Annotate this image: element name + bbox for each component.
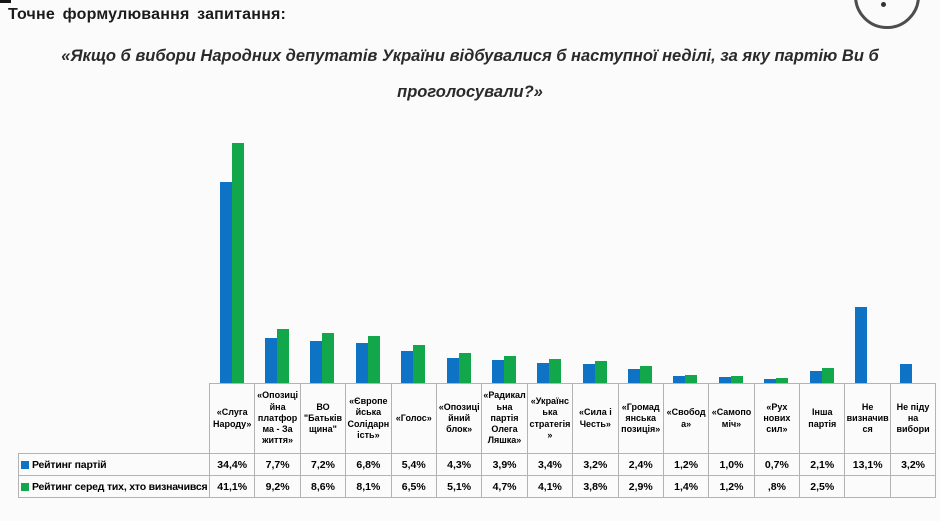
- bar-group: [754, 138, 799, 383]
- category-header: Інша партія: [800, 384, 845, 454]
- category-header: «Громадянська позиція»: [618, 384, 663, 454]
- value-cell: 41,1%: [210, 476, 255, 498]
- bar-green: [685, 375, 697, 383]
- bar-green: [322, 333, 334, 383]
- category-header: «Радикальна партія Олега Ляшка»: [482, 384, 527, 454]
- value-cell: [845, 476, 890, 498]
- value-cell: ,8%: [754, 476, 799, 498]
- bar-blue: [810, 371, 822, 383]
- legend-swatch-blue: [21, 461, 29, 469]
- value-cell: 4,1%: [527, 476, 572, 498]
- bar-green: [459, 353, 471, 383]
- category-header: «Голос»: [391, 384, 436, 454]
- value-cell: 2,4%: [618, 454, 663, 476]
- bar-blue: [583, 364, 595, 383]
- bar-group: [345, 138, 390, 383]
- bar-green: [413, 345, 425, 383]
- value-cell: 3,4%: [527, 454, 572, 476]
- bar-blue: [492, 360, 504, 383]
- bar-green: [504, 356, 516, 383]
- category-header: «Українська стратегія»: [527, 384, 572, 454]
- bar-group: [663, 138, 708, 383]
- value-cell: 8,1%: [346, 476, 391, 498]
- bar-blue: [537, 363, 549, 383]
- bar-group: [844, 138, 889, 383]
- bar-green: [595, 361, 607, 383]
- table-row: [19, 454, 936, 476]
- clock-icon: [854, 0, 920, 29]
- bar-blue: [356, 343, 368, 383]
- category-header: «Самопоміч»: [709, 384, 754, 454]
- category-header: Не визначився: [845, 384, 890, 454]
- category-header: Не піду на вибори: [890, 384, 935, 454]
- value-cell: 3,2%: [573, 454, 618, 476]
- legend-cell: Рейтинг партій: [19, 454, 210, 476]
- category-header: «Рух нових сил»: [754, 384, 799, 454]
- value-cell: 3,8%: [573, 476, 618, 498]
- bar-group: [481, 138, 526, 383]
- value-cell: 6,8%: [346, 454, 391, 476]
- value-cell: 1,4%: [663, 476, 708, 498]
- category-header: «Опозиційна платформа - За життя»: [255, 384, 300, 454]
- value-cell: 4,7%: [482, 476, 527, 498]
- value-cell: 5,4%: [391, 454, 436, 476]
- bar-group: [708, 138, 753, 383]
- legend-swatch-green: [21, 483, 29, 491]
- bar-green: [731, 376, 743, 383]
- category-header: «Європейська Солідарність»: [346, 384, 391, 454]
- value-cell: 34,4%: [210, 454, 255, 476]
- table-row: [19, 476, 936, 498]
- bar-chart: [209, 138, 935, 383]
- value-cell: 4,3%: [436, 454, 481, 476]
- bar-green: [549, 359, 561, 383]
- bar-group: [300, 138, 345, 383]
- bar-blue: [265, 338, 277, 383]
- value-cell: 1,2%: [663, 454, 708, 476]
- page-title: Точне формулювання запитання:: [8, 6, 287, 23]
- value-cell: [890, 476, 935, 498]
- bar-group: [436, 138, 481, 383]
- bar-blue: [855, 307, 867, 384]
- value-cell: 2,9%: [618, 476, 663, 498]
- bar-blue: [401, 351, 413, 383]
- bar-blue: [628, 369, 640, 383]
- bar-green: [232, 143, 244, 383]
- category-header: «Опозиційний блок»: [436, 384, 481, 454]
- data-table: [18, 383, 936, 498]
- value-cell: 8,6%: [300, 476, 345, 498]
- bar-blue: [673, 376, 685, 383]
- value-cell: 13,1%: [845, 454, 890, 476]
- bar-group: [799, 138, 844, 383]
- value-cell: 2,5%: [800, 476, 845, 498]
- value-cell: 9,2%: [255, 476, 300, 498]
- category-header: «Слуга Народу»: [210, 384, 255, 454]
- bar-blue: [310, 341, 322, 383]
- bar-blue: [447, 358, 459, 383]
- value-cell: 1,2%: [709, 476, 754, 498]
- bar-green: [822, 368, 834, 383]
- corner-mark: [0, 0, 11, 3]
- value-cell: 0,7%: [754, 454, 799, 476]
- table-corner: [19, 384, 210, 454]
- bar-green: [277, 329, 289, 383]
- bar-green: [640, 366, 652, 383]
- bar-blue: [220, 182, 232, 383]
- value-cell: 1,0%: [709, 454, 754, 476]
- value-cell: 3,2%: [890, 454, 935, 476]
- bar-group: [391, 138, 436, 383]
- bar-group: [254, 138, 299, 383]
- category-header: «Сила і Честь»: [573, 384, 618, 454]
- value-cell: 6,5%: [391, 476, 436, 498]
- question-text: «Якщо б вибори Народних депутатів України відбувалися б наступної неділі, за яку партію Ви б проголосували?»: [61, 47, 879, 101]
- bar-group: [617, 138, 662, 383]
- value-cell: 2,1%: [800, 454, 845, 476]
- clock-dot-icon: [881, 2, 886, 7]
- bar-group: [572, 138, 617, 383]
- bar-group: [527, 138, 572, 383]
- value-cell: 5,1%: [436, 476, 481, 498]
- bar-group: [209, 138, 254, 383]
- bar-group: [890, 138, 935, 383]
- value-cell: 7,7%: [255, 454, 300, 476]
- value-cell: 7,2%: [300, 454, 345, 476]
- bar-green: [368, 336, 380, 383]
- legend-cell: Рейтинг серед тих, хто визначився: [19, 476, 210, 498]
- value-cell: 3,9%: [482, 454, 527, 476]
- category-header: «Свобода»: [663, 384, 708, 454]
- bar-blue: [900, 364, 912, 383]
- category-header: ВО "Батьківщина": [300, 384, 345, 454]
- data-table-wrap: [18, 383, 936, 498]
